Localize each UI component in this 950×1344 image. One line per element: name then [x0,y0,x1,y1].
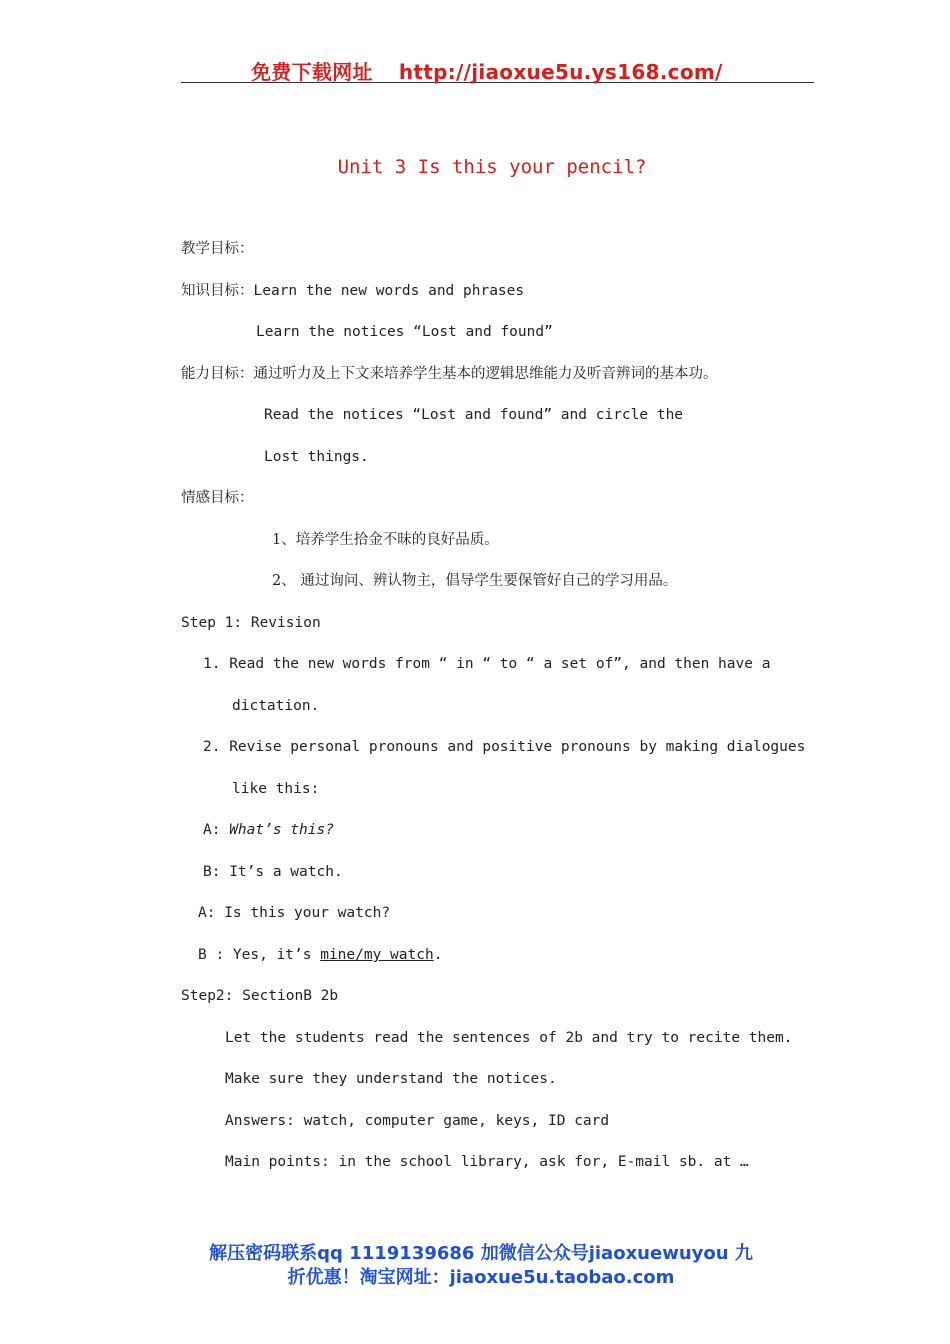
knowledge-goal-line-2: Learn the notices “Lost and found” [256,324,553,340]
dialogue-speaker-a1: A: [203,822,230,838]
dialogue-period: . [433,947,443,963]
dialogue-text-b2: B : Yes, it’s [198,947,321,963]
step1-item-2-cont: like this: [232,781,320,797]
ability-goal-line-3: Lost things. [264,449,369,465]
dialogue-line-b2 [198,945,442,965]
teaching-goals-heading: 教学目标： [181,241,254,257]
ability-goal-line: 能力目标：通过听力及上下文来培养学生基本的逻辑思维能力及听音辨词的基本功。 [181,366,718,382]
step2-main-points: Main points: in the school library, ask for, E-mail sb. at … [225,1154,749,1170]
emotion-goal-item-2: 2、 通过询问、辨认物主，倡导学生要保管好自己的学习用品。 [272,573,678,589]
step2-line-2: Make sure they understand the notices. [225,1071,557,1087]
header-url-link[interactable]: http://jiaoxue5u.ys168.com/ [398,60,723,84]
page-footer [181,1242,781,1290]
header-text [251,56,723,85]
footer-line-2: 折优惠！淘宝网址：jiaoxue5u.taobao.com [287,1267,675,1288]
dialogue-underlined-answer: mine/my watch [320,947,434,963]
emotion-goal-heading: 情感目标： [181,490,254,506]
step1-item-2: 2. Revise personal pronouns and positive pronouns by making dialogues [203,739,806,755]
dialogue-line-a2: A: Is this your watch? [198,905,391,921]
step1-item-1-cont: dictation. [232,698,320,714]
header-site-label: 免费下载网址 [251,60,373,84]
emotion-goal-item-1: 1、培养学生拾金不昧的良好品质。 [272,532,499,548]
footer-line-1: 解压密码联系qq 1119139686 加微信公众号jiaoxuewuyou 九 [209,1243,753,1264]
step1-item-1: 1. Read the new words from “ in “ to “ a set of”, and then have a [203,656,771,672]
step2-heading: Step2: SectionB 2b [181,988,339,1004]
knowledge-goal-line [181,281,524,301]
page-header [181,50,814,83]
dialogue-line-a1 [203,820,334,840]
dialogue-line-b1: B: It’s a watch. [203,864,343,880]
step2-line-1: Let the students read the sentences of 2b and try to recite them. [225,1030,793,1046]
step1-heading: Step 1: Revision [181,615,321,631]
knowledge-goal-text: Learn the new words and phrases [253,283,525,299]
dialogue-text-a1: What’s this? [229,822,334,838]
ability-goal-line-2: Read the notices “Lost and found” and circle the [264,407,684,423]
step2-answers: Answers: watch, computer game, keys, ID card [225,1113,610,1129]
document-title: Unit 3 Is this your pencil? [337,156,647,178]
knowledge-goal-label: 知识目标： [181,283,254,299]
